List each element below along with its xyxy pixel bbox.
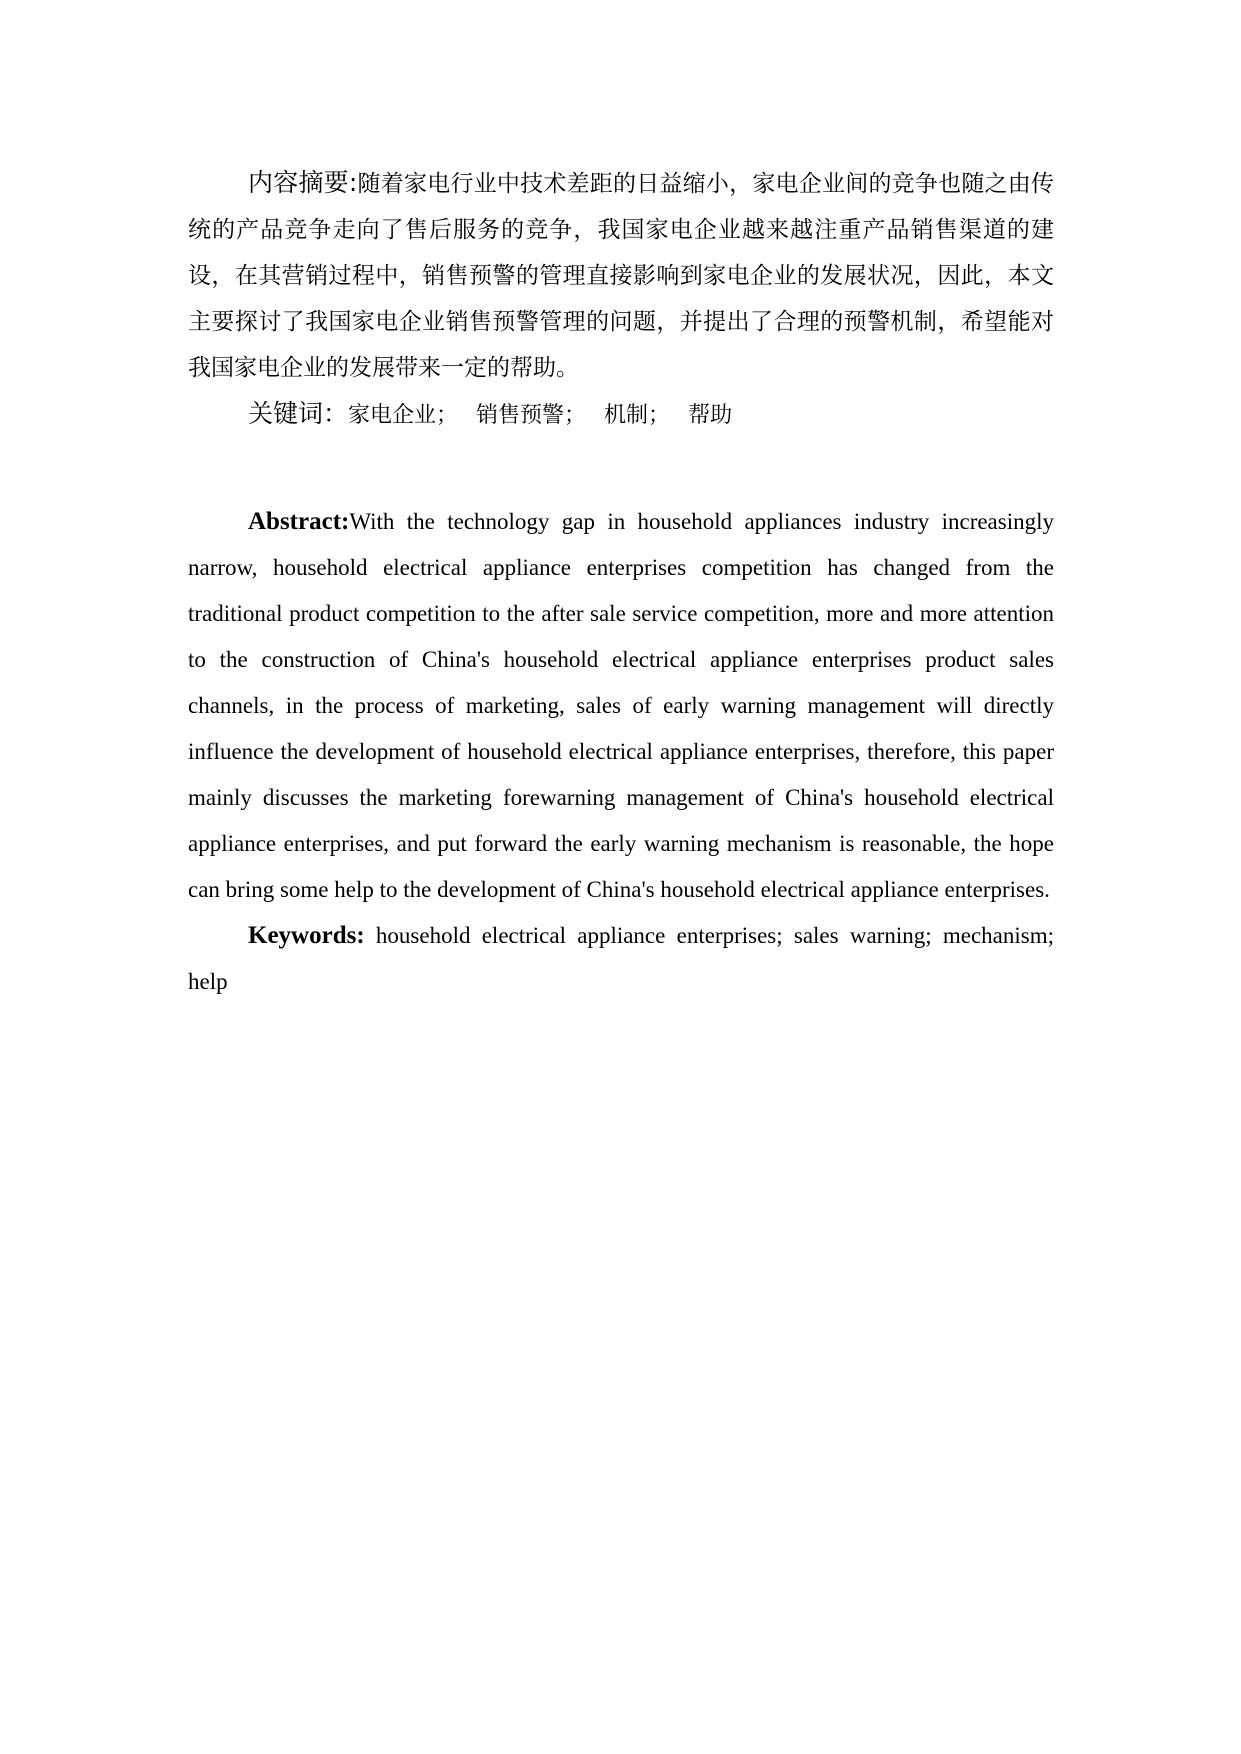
chinese-keyword: 帮助 — [688, 403, 733, 428]
english-section — [188, 499, 1054, 1005]
chinese-keyword: 机制； — [604, 403, 671, 428]
chinese-keyword: 销售预警； — [476, 403, 587, 428]
english-abstract-label: Abstract: — [248, 508, 350, 535]
english-keywords-label: Keywords: — [248, 922, 365, 949]
chinese-keywords-label: 关键词： — [248, 399, 349, 428]
chinese-abstract-label: 内容摘要: — [248, 168, 358, 197]
chinese-abstract-text: 随着家电行业中技术差距的日益缩小，家电企业间的竞争也随之由传统的产品竞争走向了售后服务的竞争，我国家电企业越来越注重产品销售渠道的建设，在其营销过程中，销售预警的管理直接影响到家电企业的发展状况，因此，本文主要探讨了我国家电企业销售预警管理的问题，并提出了合理的预警机制，希望能对我国家电企业的发展带来一定的帮助。 — [188, 171, 1055, 381]
chinese-keywords — [188, 391, 1054, 439]
chinese-keyword: 家电企业； — [348, 403, 459, 428]
document-page — [188, 160, 1054, 1005]
english-abstract — [188, 499, 1054, 913]
english-keywords — [188, 913, 1054, 1005]
english-keywords-text: household electrical appliance enterprises; sales warning; mechanism; help — [188, 923, 1054, 994]
chinese-abstract — [188, 160, 1054, 391]
english-abstract-text: With the technology gap in household appliances industry increasingly narrow, household electrical appliance enterprises competition has changed from the traditional product competition to the after sale service competition, more and more attention to the construction of China's household electrical appliance enterprises product sales channels, in the process of marketing, sales of early warning management will directly influence the development of household electrical appliance enterprises, therefore, this paper mainly discusses the marketing forewarning management of China's household electrical appliance enterprises, and put forward the early warning mechanism is reasonable, the hope can bring some help to the development of China's household electrical appliance enterprises. — [188, 509, 1054, 902]
